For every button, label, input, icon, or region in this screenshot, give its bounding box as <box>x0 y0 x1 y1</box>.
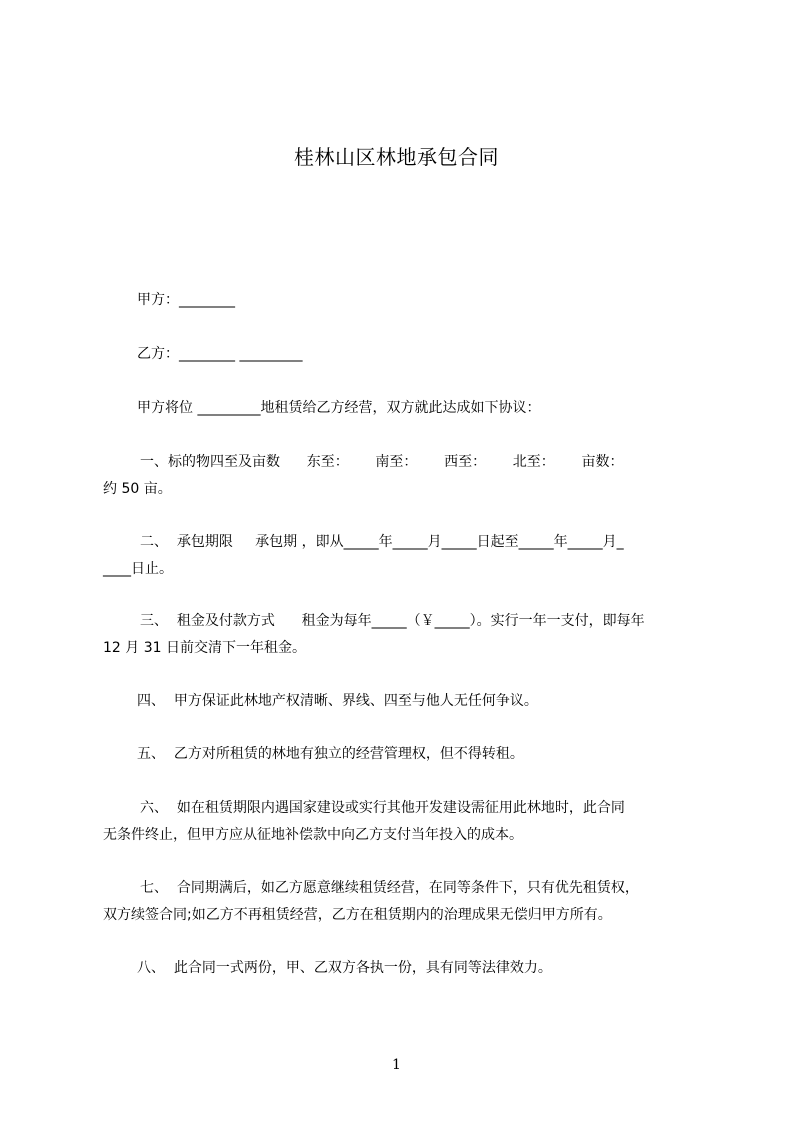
party-b-line: 乙方：________ _________ <box>137 346 303 362</box>
intro-paragraph: 甲方将位 _________地租赁给乙方经营，双方就此达成如下协议： <box>137 400 541 416</box>
clause-2-line-1: 二、 承包期限 承包期 ，即从_____年_____月_____日起至_____年_____月_ <box>140 534 624 550</box>
page-title: 桂林山区林地承包合同 <box>294 145 499 169</box>
clause-4-line-1: 四、 甲方保证此林地产权清晰、界线、四至与他人无任何争议。 <box>137 693 538 709</box>
clause-7-line-2: 双方续签合同;如乙方不再租赁经营，乙方在租赁期内的治理成果无偿归甲方所有。 <box>103 907 612 923</box>
clause-7-line-1: 七、 合同期满后，如乙方愿意继续租赁经营，在同等条件下，只有优先租赁权， <box>140 880 639 896</box>
clause-6-line-1: 六、 如在租赁期限内遇国家建设或实行其他开发建设需征用此林地时，此合同 <box>140 800 625 816</box>
clause-8-line-1: 八、 此合同一式两份，甲、乙双方各执一份，具有同等法律效力。 <box>137 960 552 976</box>
clause-5-line-1: 五、 乙方对所租赁的林地有独立的经营管理权，但不得转租。 <box>137 746 524 762</box>
party-a-line: 甲方：________ <box>137 292 235 308</box>
clause-1-line-2: 约 50 亩。 <box>103 481 172 497</box>
clause-3-line-2: 12 月 31 日前交清下一年租金。 <box>103 640 306 656</box>
page-number: 1 <box>392 1057 401 1073</box>
clause-6-line-2: 无条件终止，但甲方应从征地补偿款中向乙方支付当年投入的成本。 <box>103 827 523 843</box>
clause-3-line-1: 三、 租金及付款方式 租金为每年_____（￥_____）。实行一年一支付，即每年 <box>140 613 645 629</box>
clause-2-line-2: ____日止。 <box>103 561 173 577</box>
clause-1-line-1: 一、标的物四至及亩数 东至： 南至： 西至： 北至： 亩数： <box>140 454 624 470</box>
